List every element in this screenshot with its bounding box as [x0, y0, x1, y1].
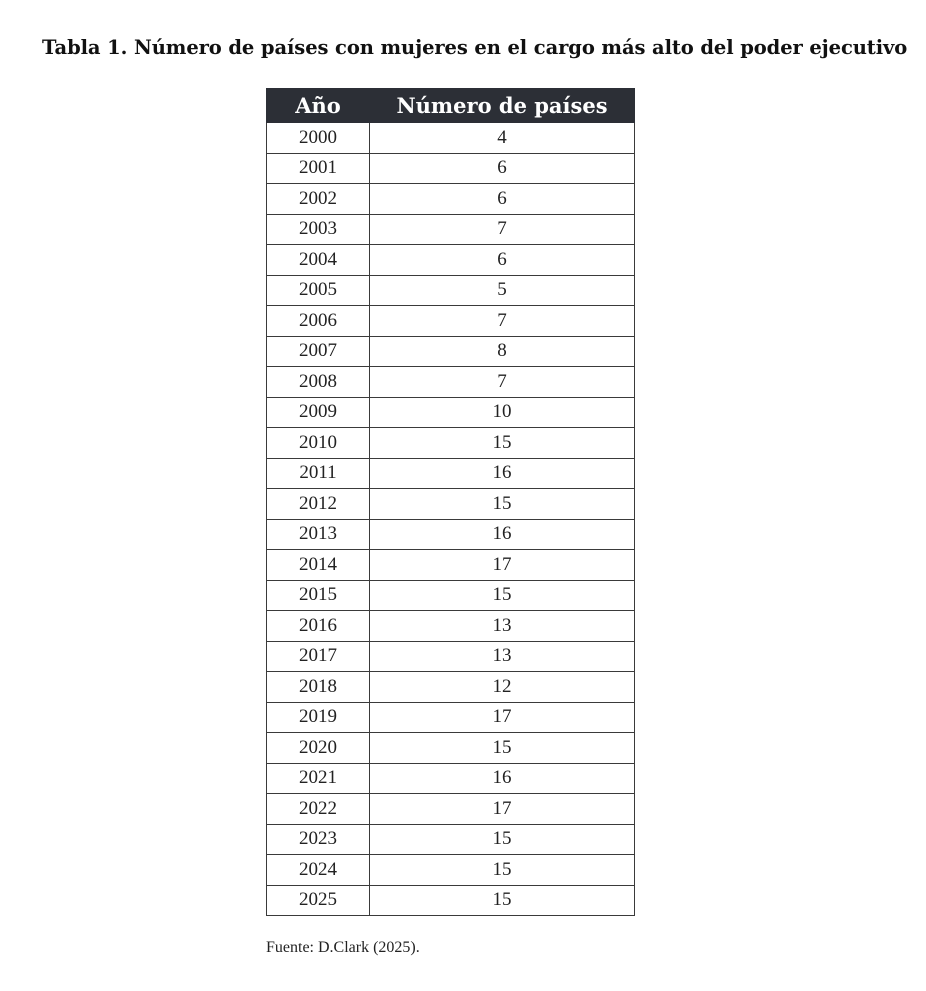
cell-year: 2008 — [267, 367, 370, 398]
cell-year: 2011 — [267, 458, 370, 489]
cell-count: 17 — [370, 794, 635, 825]
cell-count: 17 — [370, 550, 635, 581]
cell-count: 7 — [370, 306, 635, 337]
cell-count: 7 — [370, 214, 635, 245]
table-title: Tabla 1. Número de países con mujeres en el cargo más alto del poder ejecutivo — [42, 36, 908, 59]
cell-year: 2001 — [267, 153, 370, 184]
cell-year: 2000 — [267, 123, 370, 154]
cell-count: 6 — [370, 184, 635, 215]
cell-count: 17 — [370, 702, 635, 733]
table-row — [267, 397, 635, 428]
cell-count: 6 — [370, 153, 635, 184]
table-row — [267, 763, 635, 794]
cell-count: 7 — [370, 367, 635, 398]
table-row — [267, 275, 635, 306]
table-row — [267, 824, 635, 855]
cell-count: 15 — [370, 489, 635, 520]
cell-year: 2005 — [267, 275, 370, 306]
cell-year: 2024 — [267, 855, 370, 886]
table-body — [267, 123, 635, 916]
cell-year: 2013 — [267, 519, 370, 550]
table-row — [267, 367, 635, 398]
cell-year: 2010 — [267, 428, 370, 459]
table-row — [267, 885, 635, 916]
source-note: Fuente: D.Clark (2025). — [266, 939, 420, 956]
table-row — [267, 306, 635, 337]
cell-year: 2009 — [267, 397, 370, 428]
table-row — [267, 184, 635, 215]
table-row — [267, 733, 635, 764]
cell-year: 2004 — [267, 245, 370, 276]
cell-count: 16 — [370, 763, 635, 794]
table-row — [267, 214, 635, 245]
cell-count: 15 — [370, 824, 635, 855]
cell-year: 2012 — [267, 489, 370, 520]
cell-year: 2006 — [267, 306, 370, 337]
table-row — [267, 153, 635, 184]
table-row — [267, 855, 635, 886]
data-table — [266, 88, 635, 916]
cell-year: 2021 — [267, 763, 370, 794]
table-row — [267, 428, 635, 459]
cell-count: 15 — [370, 580, 635, 611]
cell-year: 2015 — [267, 580, 370, 611]
cell-count: 8 — [370, 336, 635, 367]
cell-year: 2019 — [267, 702, 370, 733]
cell-count: 16 — [370, 519, 635, 550]
cell-count: 15 — [370, 733, 635, 764]
cell-year: 2002 — [267, 184, 370, 215]
cell-year: 2023 — [267, 824, 370, 855]
cell-count: 10 — [370, 397, 635, 428]
table-row — [267, 458, 635, 489]
table-row — [267, 794, 635, 825]
header-count: Número de países — [370, 89, 635, 123]
table-row — [267, 702, 635, 733]
header-row — [267, 89, 635, 123]
data-table-container — [266, 88, 635, 916]
table-row — [267, 550, 635, 581]
table-row — [267, 641, 635, 672]
cell-count: 15 — [370, 428, 635, 459]
cell-count: 15 — [370, 855, 635, 886]
cell-count: 6 — [370, 245, 635, 276]
cell-count: 4 — [370, 123, 635, 154]
cell-year: 2014 — [267, 550, 370, 581]
cell-count: 15 — [370, 885, 635, 916]
cell-year: 2017 — [267, 641, 370, 672]
cell-count: 12 — [370, 672, 635, 703]
cell-count: 16 — [370, 458, 635, 489]
table-row — [267, 245, 635, 276]
cell-count: 13 — [370, 611, 635, 642]
cell-year: 2018 — [267, 672, 370, 703]
cell-year: 2016 — [267, 611, 370, 642]
cell-count: 5 — [370, 275, 635, 306]
table-row — [267, 611, 635, 642]
cell-year: 2022 — [267, 794, 370, 825]
cell-year: 2003 — [267, 214, 370, 245]
cell-count: 13 — [370, 641, 635, 672]
table-row — [267, 519, 635, 550]
table-row — [267, 489, 635, 520]
table-row — [267, 672, 635, 703]
header-year: Año — [267, 89, 370, 123]
table-row — [267, 336, 635, 367]
cell-year: 2020 — [267, 733, 370, 764]
table-header — [267, 89, 635, 123]
table-row — [267, 123, 635, 154]
cell-year: 2007 — [267, 336, 370, 367]
table-row — [267, 580, 635, 611]
cell-year: 2025 — [267, 885, 370, 916]
